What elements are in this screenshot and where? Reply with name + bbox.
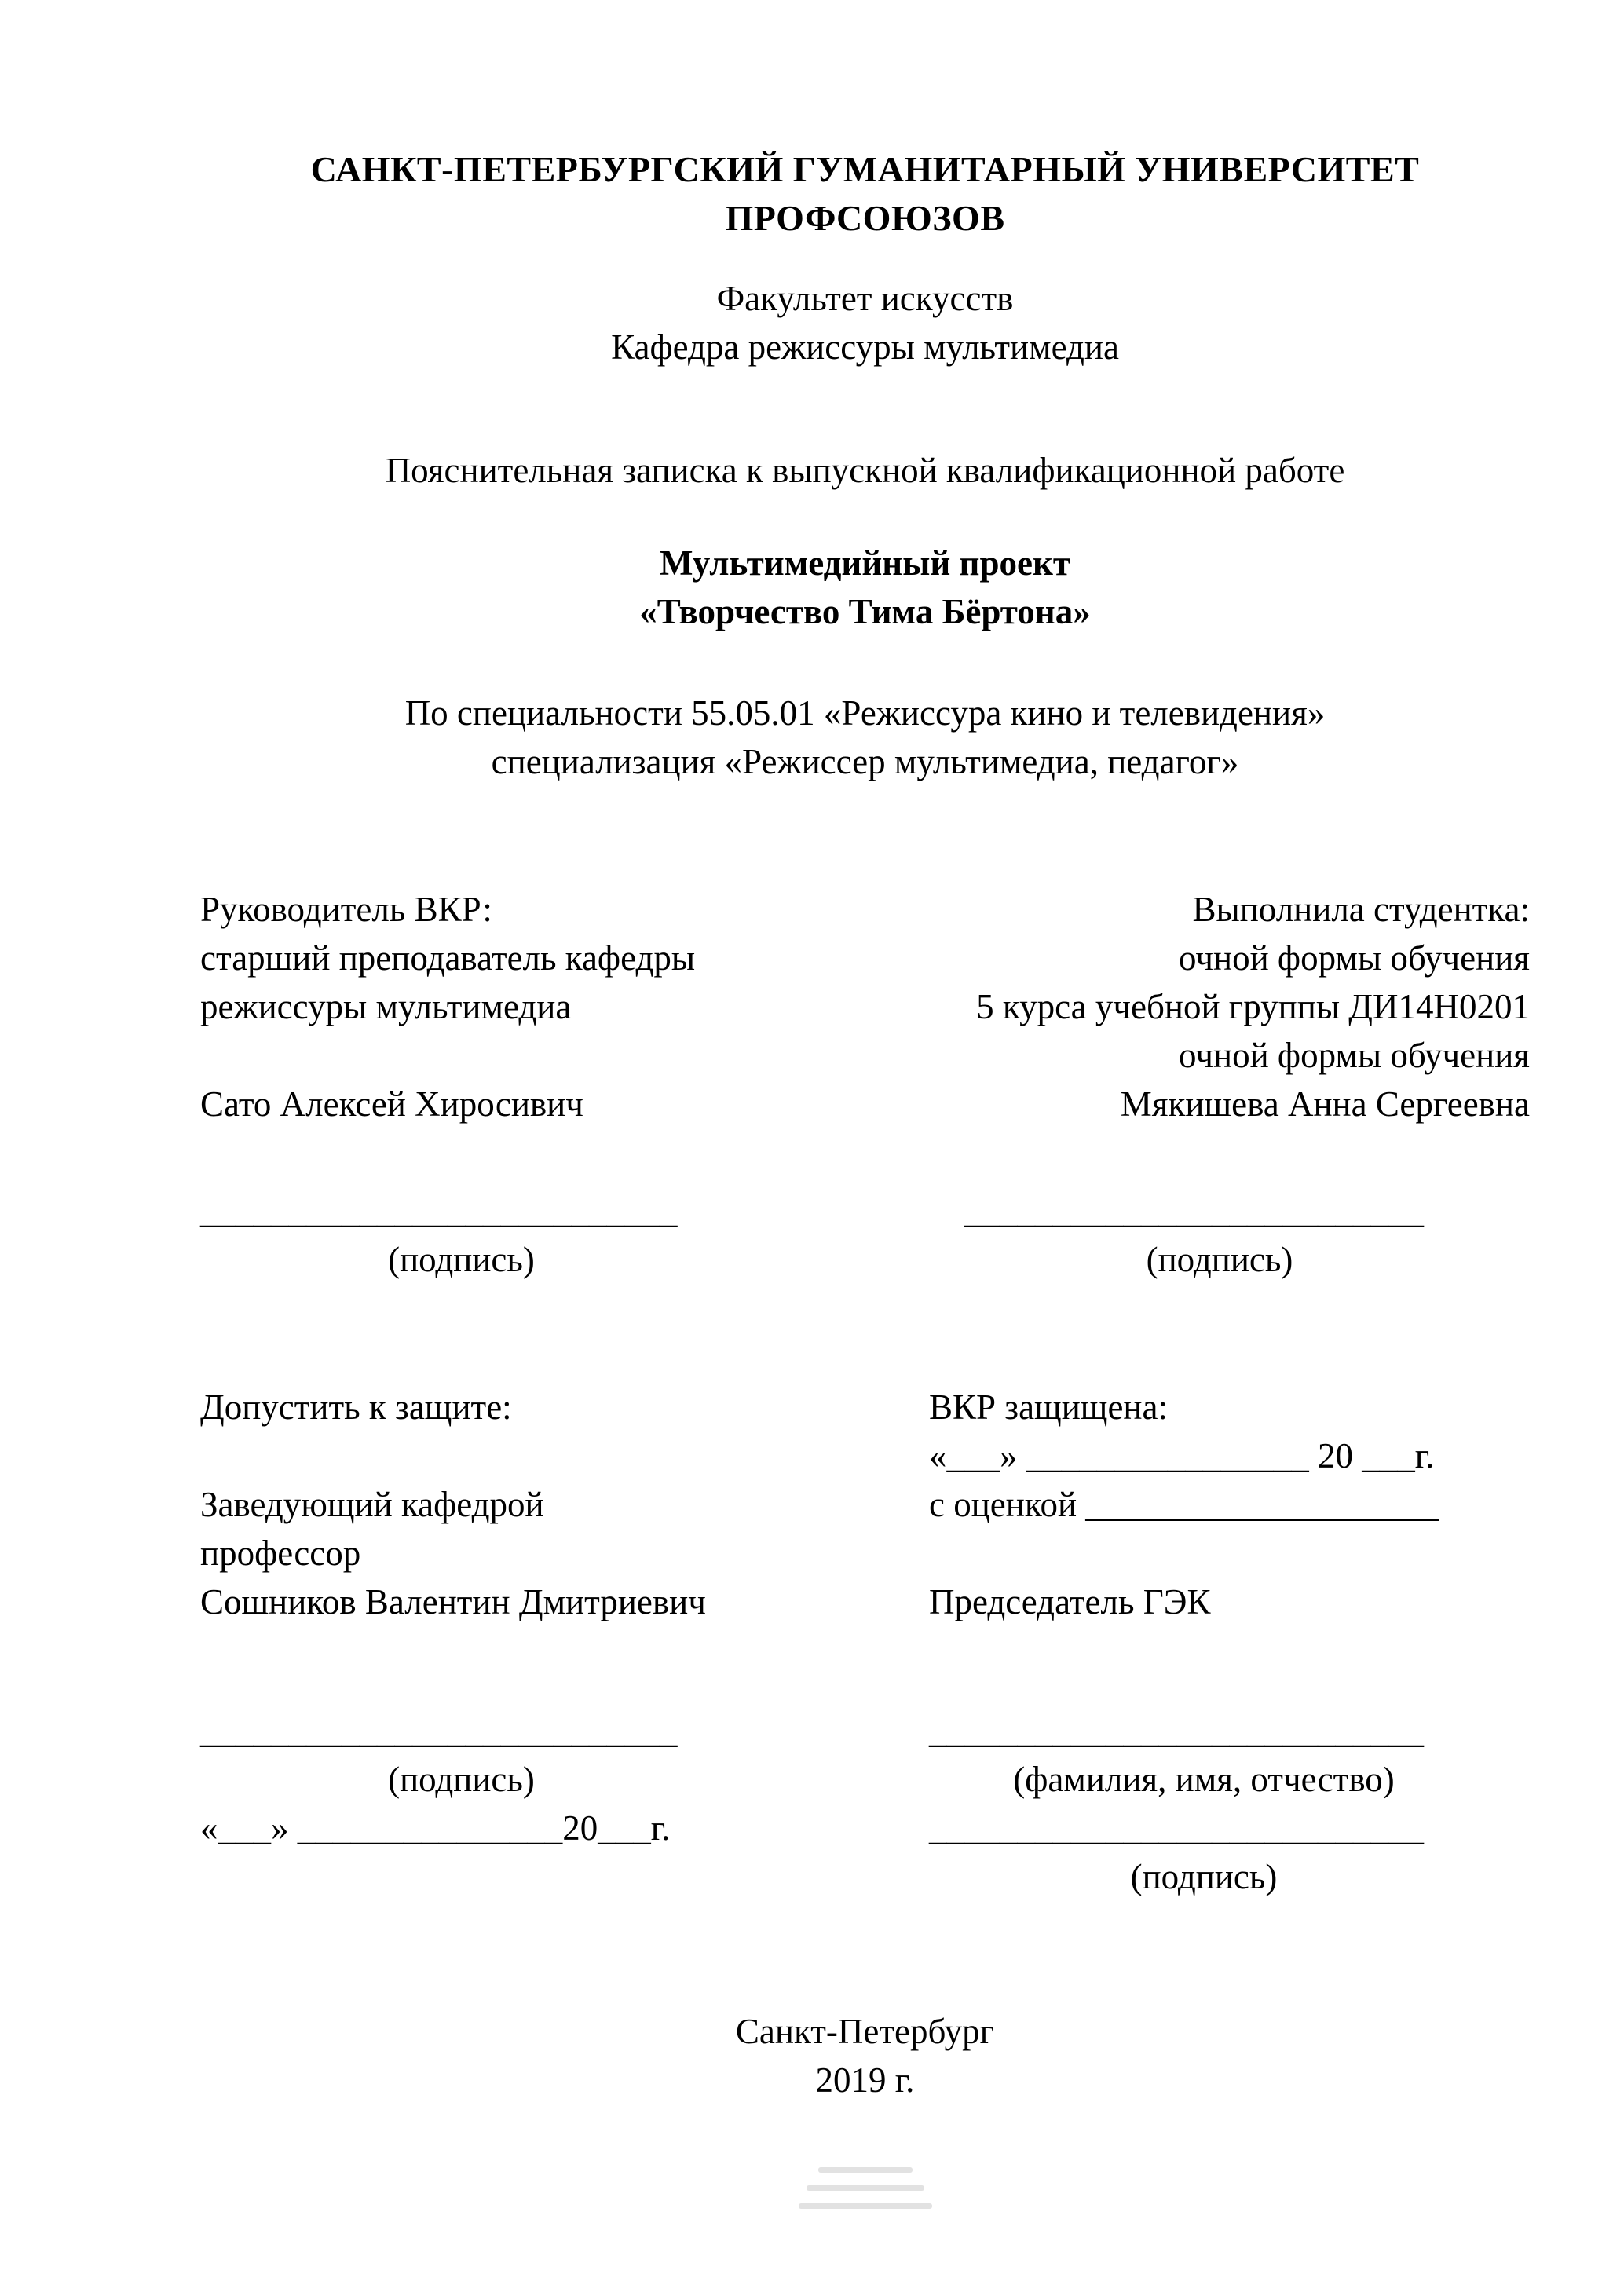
- admission-column: [200, 1383, 750, 1901]
- chairman-label: Председатель ГЭК: [929, 1582, 1211, 1621]
- student-line-2: очной формы обучения: [1179, 938, 1530, 978]
- university-line-2: ПРОФСОЮЗОВ: [725, 198, 1005, 238]
- student-name: Мякишева Анна Сергеевна: [1120, 1084, 1530, 1124]
- chairman-name-line: ____________________________: [929, 1711, 1424, 1750]
- thesis-title: [200, 539, 1530, 636]
- student-label: Выполнила студентка:: [1192, 890, 1530, 929]
- admission-position-1: Заведующий кафедрой: [200, 1485, 544, 1524]
- supervisor-label: Руководитель ВКР:: [200, 890, 492, 929]
- spacer: [929, 1529, 1530, 1578]
- signature-row: [200, 1186, 1530, 1284]
- chairman-name-caption: (фамилия, имя, отчество): [1013, 1760, 1395, 1799]
- department-line: Кафедра режиссуры мультимедиа: [611, 327, 1119, 367]
- student-signature-block: [964, 1186, 1475, 1284]
- spacer: [200, 1031, 825, 1080]
- admission-signature-caption: (подпись): [388, 1760, 535, 1799]
- footer-block: [200, 2007, 1530, 2104]
- admission-name: Сошников Валентин Дмитриевич: [200, 1582, 706, 1621]
- footer-city: Санкт-Петербург: [735, 2012, 995, 2051]
- student-signature-caption: (подпись): [1146, 1240, 1293, 1279]
- student-signature-line: __________________________: [964, 1191, 1424, 1230]
- university-line-1: САНКТ-ПЕТЕРБУРГСКИЙ ГУМАНИТАРНЫЙ УНИВЕРСИТЕТ: [310, 149, 1420, 189]
- supervisor-column: [200, 885, 825, 1128]
- defense-grade-line: с оценкой ____________________: [929, 1485, 1439, 1524]
- student-line-4: очной формы обучения: [1179, 1036, 1530, 1075]
- defense-date-line: «___» ________________ 20 ___г.: [929, 1436, 1435, 1475]
- faculty-block: [200, 274, 1530, 371]
- admission-label: Допустить к защите:: [200, 1387, 512, 1427]
- chairman-signature-caption: (подпись): [1130, 1857, 1278, 1896]
- chairman-signature-line: ____________________________: [929, 1808, 1424, 1848]
- footer-year: 2019 г.: [815, 2060, 915, 2100]
- faint-mark: [818, 2167, 913, 2173]
- supervisor-signature-line: ___________________________: [200, 1191, 678, 1230]
- faint-stamp-marks: [200, 2167, 1530, 2209]
- supervisor-position-2: режиссуры мультимедиа: [200, 987, 572, 1026]
- specialty-line-2: специализация «Режиссер мультимедиа, педагог»: [491, 742, 1239, 781]
- faint-mark: [807, 2185, 924, 2191]
- thesis-title-line-2: «Творчество Тима Бёртона»: [639, 592, 1091, 631]
- defense-label: ВКР защищена:: [929, 1387, 1168, 1427]
- faculty-line: Факультет искусств: [716, 279, 1014, 318]
- university-title: [200, 145, 1530, 243]
- admission-date-line: «___» _______________20___г.: [200, 1808, 671, 1848]
- supervisor-student-columns: [200, 885, 1530, 1128]
- thesis-title-line-1: Мультимедийный проект: [660, 543, 1070, 583]
- defense-column: [929, 1383, 1530, 1901]
- supervisor-signature-caption: (подпись): [388, 1240, 535, 1279]
- supervisor-signature-block: [200, 1186, 722, 1284]
- student-column: [825, 885, 1530, 1128]
- admission-signature-line: ___________________________: [200, 1711, 678, 1750]
- admission-position-2: профессор: [200, 1534, 361, 1573]
- admission-defense-columns: [200, 1383, 1530, 1901]
- faint-mark: [799, 2203, 932, 2209]
- specialty-line-1: По специальности 55.05.01 «Режиссура кино и телевидения»: [404, 693, 1326, 733]
- specialty-block: [200, 689, 1530, 786]
- spacer: [200, 1431, 750, 1480]
- supervisor-name: Сато Алексей Хиросивич: [200, 1084, 583, 1124]
- supervisor-position-1: старший преподаватель кафедры: [200, 938, 696, 978]
- explanatory-note-line: Пояснительная записка к выпускной квалификационной работе: [385, 451, 1345, 490]
- student-line-3: 5 курса учебной группы ДИ14Н0201: [976, 987, 1530, 1026]
